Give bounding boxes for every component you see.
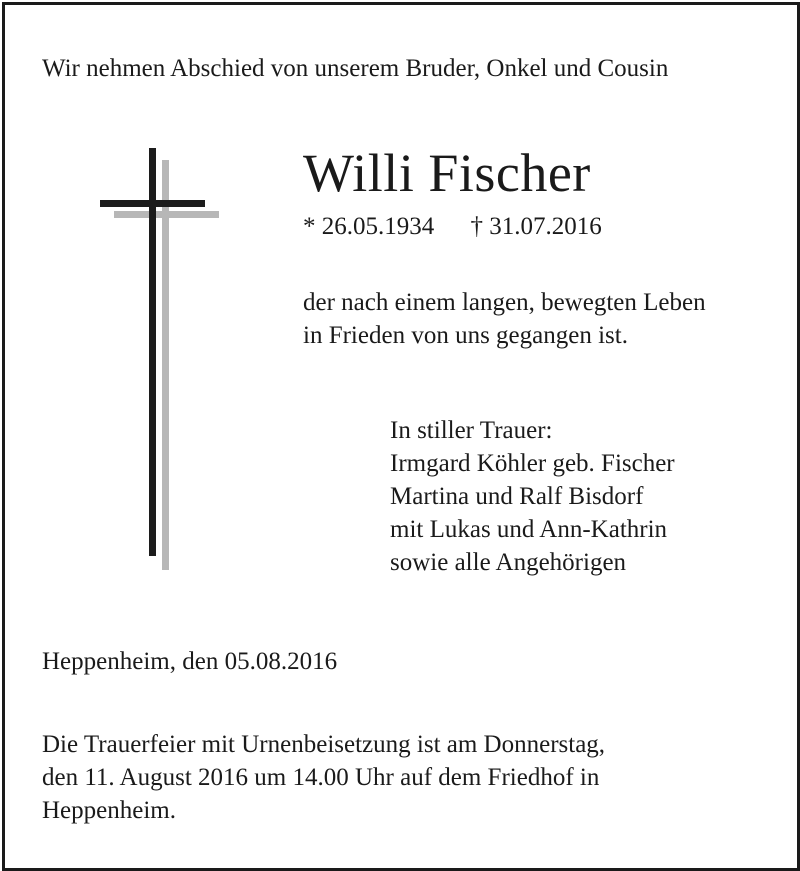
mourner-line: mit Lukas und Ann-Kathrin: [390, 516, 668, 543]
funeral-notice: [42, 728, 605, 827]
funeral-line: Heppenheim.: [42, 797, 176, 824]
intro-text: Wir nehmen Abschied von unserem Bruder, Onkel und Cousin: [42, 55, 669, 82]
mourner-line: Martina und Ralf Bisdorf: [390, 483, 644, 510]
cross-icon: [95, 145, 225, 575]
deceased-name: Willi Fischer: [303, 143, 591, 203]
cross-horizontal: [100, 200, 205, 207]
life-line: in Frieden von uns gegangen ist.: [303, 322, 628, 349]
life-dates: [303, 210, 602, 243]
cross-vertical: [149, 148, 156, 556]
cross-shadow-vertical: [162, 160, 169, 570]
mourner-line: Irmgard Köhler geb. Fischer: [390, 450, 675, 477]
mourners-heading: In stiller Trauer:: [390, 417, 553, 444]
mourner-line: sowie alle Angehörigen: [390, 549, 627, 576]
place-date: Heppenheim, den 05.08.2016: [42, 648, 338, 675]
birth-date: * 26.05.1934: [303, 213, 435, 240]
mourners-list: [390, 414, 675, 579]
life-line: der nach einem langen, bewegten Leben: [303, 289, 706, 316]
funeral-line: den 11. August 2016 um 14.00 Uhr auf dem Friedhof in: [42, 764, 600, 791]
cross-shadow-horizontal: [114, 211, 219, 218]
life-statement: [303, 286, 706, 352]
death-date: † 31.07.2016: [470, 213, 602, 240]
funeral-line: Die Trauerfeier mit Urnenbeisetzung ist am Donnerstag,: [42, 731, 606, 758]
